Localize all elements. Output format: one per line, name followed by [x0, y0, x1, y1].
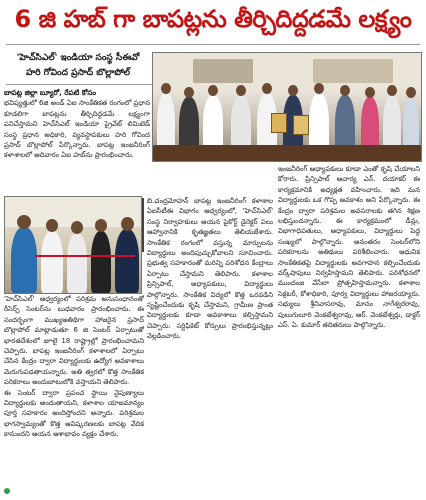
article-column-left-top	[4, 88, 150, 194]
article-paragraph-left-2: ఈ సెంటర్ ద్వారా ప్రపంచ స్థాయి నైపుణ్యాలు విద్యార్థులకు అందుతాయని, కళాశాల యాజమాన్యం పూర్తి సహకారం అందిస్తోందని అన్నారు. పరిశ్రమల భాగస్వామ్యంతో కొత్త ఆవిష్కరణలకు బాపట్ల వేదిక కానుందని ఆయన ఆశాభావం వ్యక్తం చేశారు.	[4, 388, 144, 439]
subheadline-line-2: హరి గోవింద ప్రసాద్ బొల్లాపోల్	[25, 68, 131, 78]
headline-rule	[6, 44, 420, 45]
article-column-middle	[147, 196, 273, 488]
article-column-right	[278, 164, 420, 488]
headline: 6 జి హబ్ గా బాపట్లను తీర్చిదిద్దడమే లక్ష్యం	[14, 5, 412, 33]
article-paragraph-right: ఇంజనీరింగ్ ఆధ్యాపకులు కూడా ఎంతో కృషి చేయాలని కోరారు. ప్రిన్సిపాల్ ఆచార్య ఎన్. దయాకర్ ఈ కార్యక్రమానికి అధ్యక్షత వహించారు. ఇది మన విద్యార్థులకు ఒక గొప్ప అవకాశం అని పేర్కొన్నారు. ఈ కేంద్రం ద్వారా పరిశ్రమల అవసరాలకు తగిన శిక్షణ లభిస్తుందన్నారు. ఈ కార్యక్రమంలో డీన్లు, విభాగాధిపతులు, అధ్యాపకులు, విద్యార్థులు పెద్ద సంఖ్యలో పాల్గొన్నారు. అనంతరం సెంటర్‌లోని పరికరాలను అతిథులు పరిశీలించారు. ఆధునిక సాంకేతికతపై విద్యార్థులకు అవగాహన కల్పించేందుకు వర్క్‌షాపులు నిర్వహిస్తామని తెలిపారు. పరిశోధనలో ముందంజ వేసేలా ప్రోత్సహిస్తామన్నారు. కళాశాల సెక్రటరీ, కోశాధికారి, పూర్వ విద్యార్థులు హాజరయ్యారు. సభ్యులు శ్రీనివాసరావు, మానం నాగేశ్వరరావు, పులుగులూరి వెంకటేశ్వరావు, ఆర్. వెంకటేశ్వర్లు, డాక్టర్ ఎస్. ఏ. కుమార్ తదితరులు పాల్గొన్నారు.	[278, 165, 420, 330]
article-paragraph-intro: భవిష్యత్తులో 6జి అండ్ ఏఐ సాంకేతికత రంగంలో ప్రధాన కూడలిగా బాపట్లను తీర్చిదిద్దడమే లక్ష్యంగా పనిచేస్తామని హెచ్‌సిఎల్ ఇండియా ప్రైవేట్ లిమిటెడ్ సంస్థ ప్రధాన అధికారి, వ్యవస్థాపకులు హరి గోవింద ప్రసాద్ బొల్లాపోల్ పేర్కొన్నారు. బాపట్ల ఇంజనీరింగ్ కళాశాలలో ఆదివారం ఏఐ హబ్‌ను ప్రారంభించారు.	[4, 99, 150, 160]
subheadline-rule	[6, 84, 152, 85]
caption-bar	[142, 198, 144, 252]
group-photo	[152, 52, 422, 162]
article-paragraph-left-1: 'హెచ్‌సిఎల్' ఆధ్వర్యంలో పరిశ్రమ అనుసంధానంతో రీసెర్చ్ సెంటర్‌ను బుధవారం ప్రారంభించారు. ఈ సందర్భంగా ముఖ్యఅతిథిగా హాజరైన ప్రసాద్ బొల్లాపోల్ మాట్లాడుతూ 6 జి సెంటర్ ఏర్పాటుతో భారతదేశంలో జూలై 18 రాష్ట్రాల్లో ప్రారంభించామని చెప్పారు. బాపట్ల ఇంజనీరింగ్ కళాశాలలో ఏర్పాటు చేసిన కేంద్రం ద్వారా విద్యార్థులకు ఉద్యోగ అవకాశాలు మెరుగుపడతాయన్నారు. అతి త్వరలో కొత్త సాంకేతిక పరికరాలు అందుబాటులోకి వస్తాయని తెలిపారు.	[4, 295, 144, 387]
ribbon-cutting-photo	[4, 196, 142, 294]
subheadline-line-1: 'హెచ్‌సిఎల్' ఇండియా సంస్థ సీఈవో	[16, 53, 140, 63]
article-column-left-bottom	[4, 294, 144, 488]
byline: బాపట్ల జిల్లా బ్యూరో, రేపటి కోసం	[4, 88, 97, 97]
article-paragraph-middle: బి.చంద్రమోహన్ బాపట్ల ఇంజనీరింగ్ కళాశాల ఏఐసీటీఈ విభాగం ఆధ్వర్యంలో, 'హెచ్‌సిఎల్' సంస్థ నిర్వాహకులు ఆయన పైకోర్ట్ డైరెక్టర్ పలు ఆహ్వానానికి కృతజ్ఞతలు తెలియజేశారు. సాంకేతిక రంగంలో వస్తున్న మార్పులను విద్యార్థులు అందిపుచ్చుకోవాలని సూచించారు. ప్రభుత్వ సహకారంతో మరిన్ని పరిశోధన కేంద్రాలు ఏర్పాటు చేస్తామని తెలిపారు. కళాశాల ప్రిన్సిపాల్, అధ్యాపకులు, విద్యార్థులు పాల్గొన్నారు. సాంకేతిక విద్యలో కొత్త ఒరవడిని సృష్టించేందుకు కృషి చేస్తామని, గ్రామీణ ప్రాంత విద్యార్థులకు కూడా అవకాశాలు కల్పిస్తామని చెప్పారు. సర్టిఫికెట్ కోర్సులు ప్రారంభిస్తున్నట్లు వెల్లడించారు.	[147, 197, 273, 341]
page-marker-dot	[4, 488, 10, 494]
